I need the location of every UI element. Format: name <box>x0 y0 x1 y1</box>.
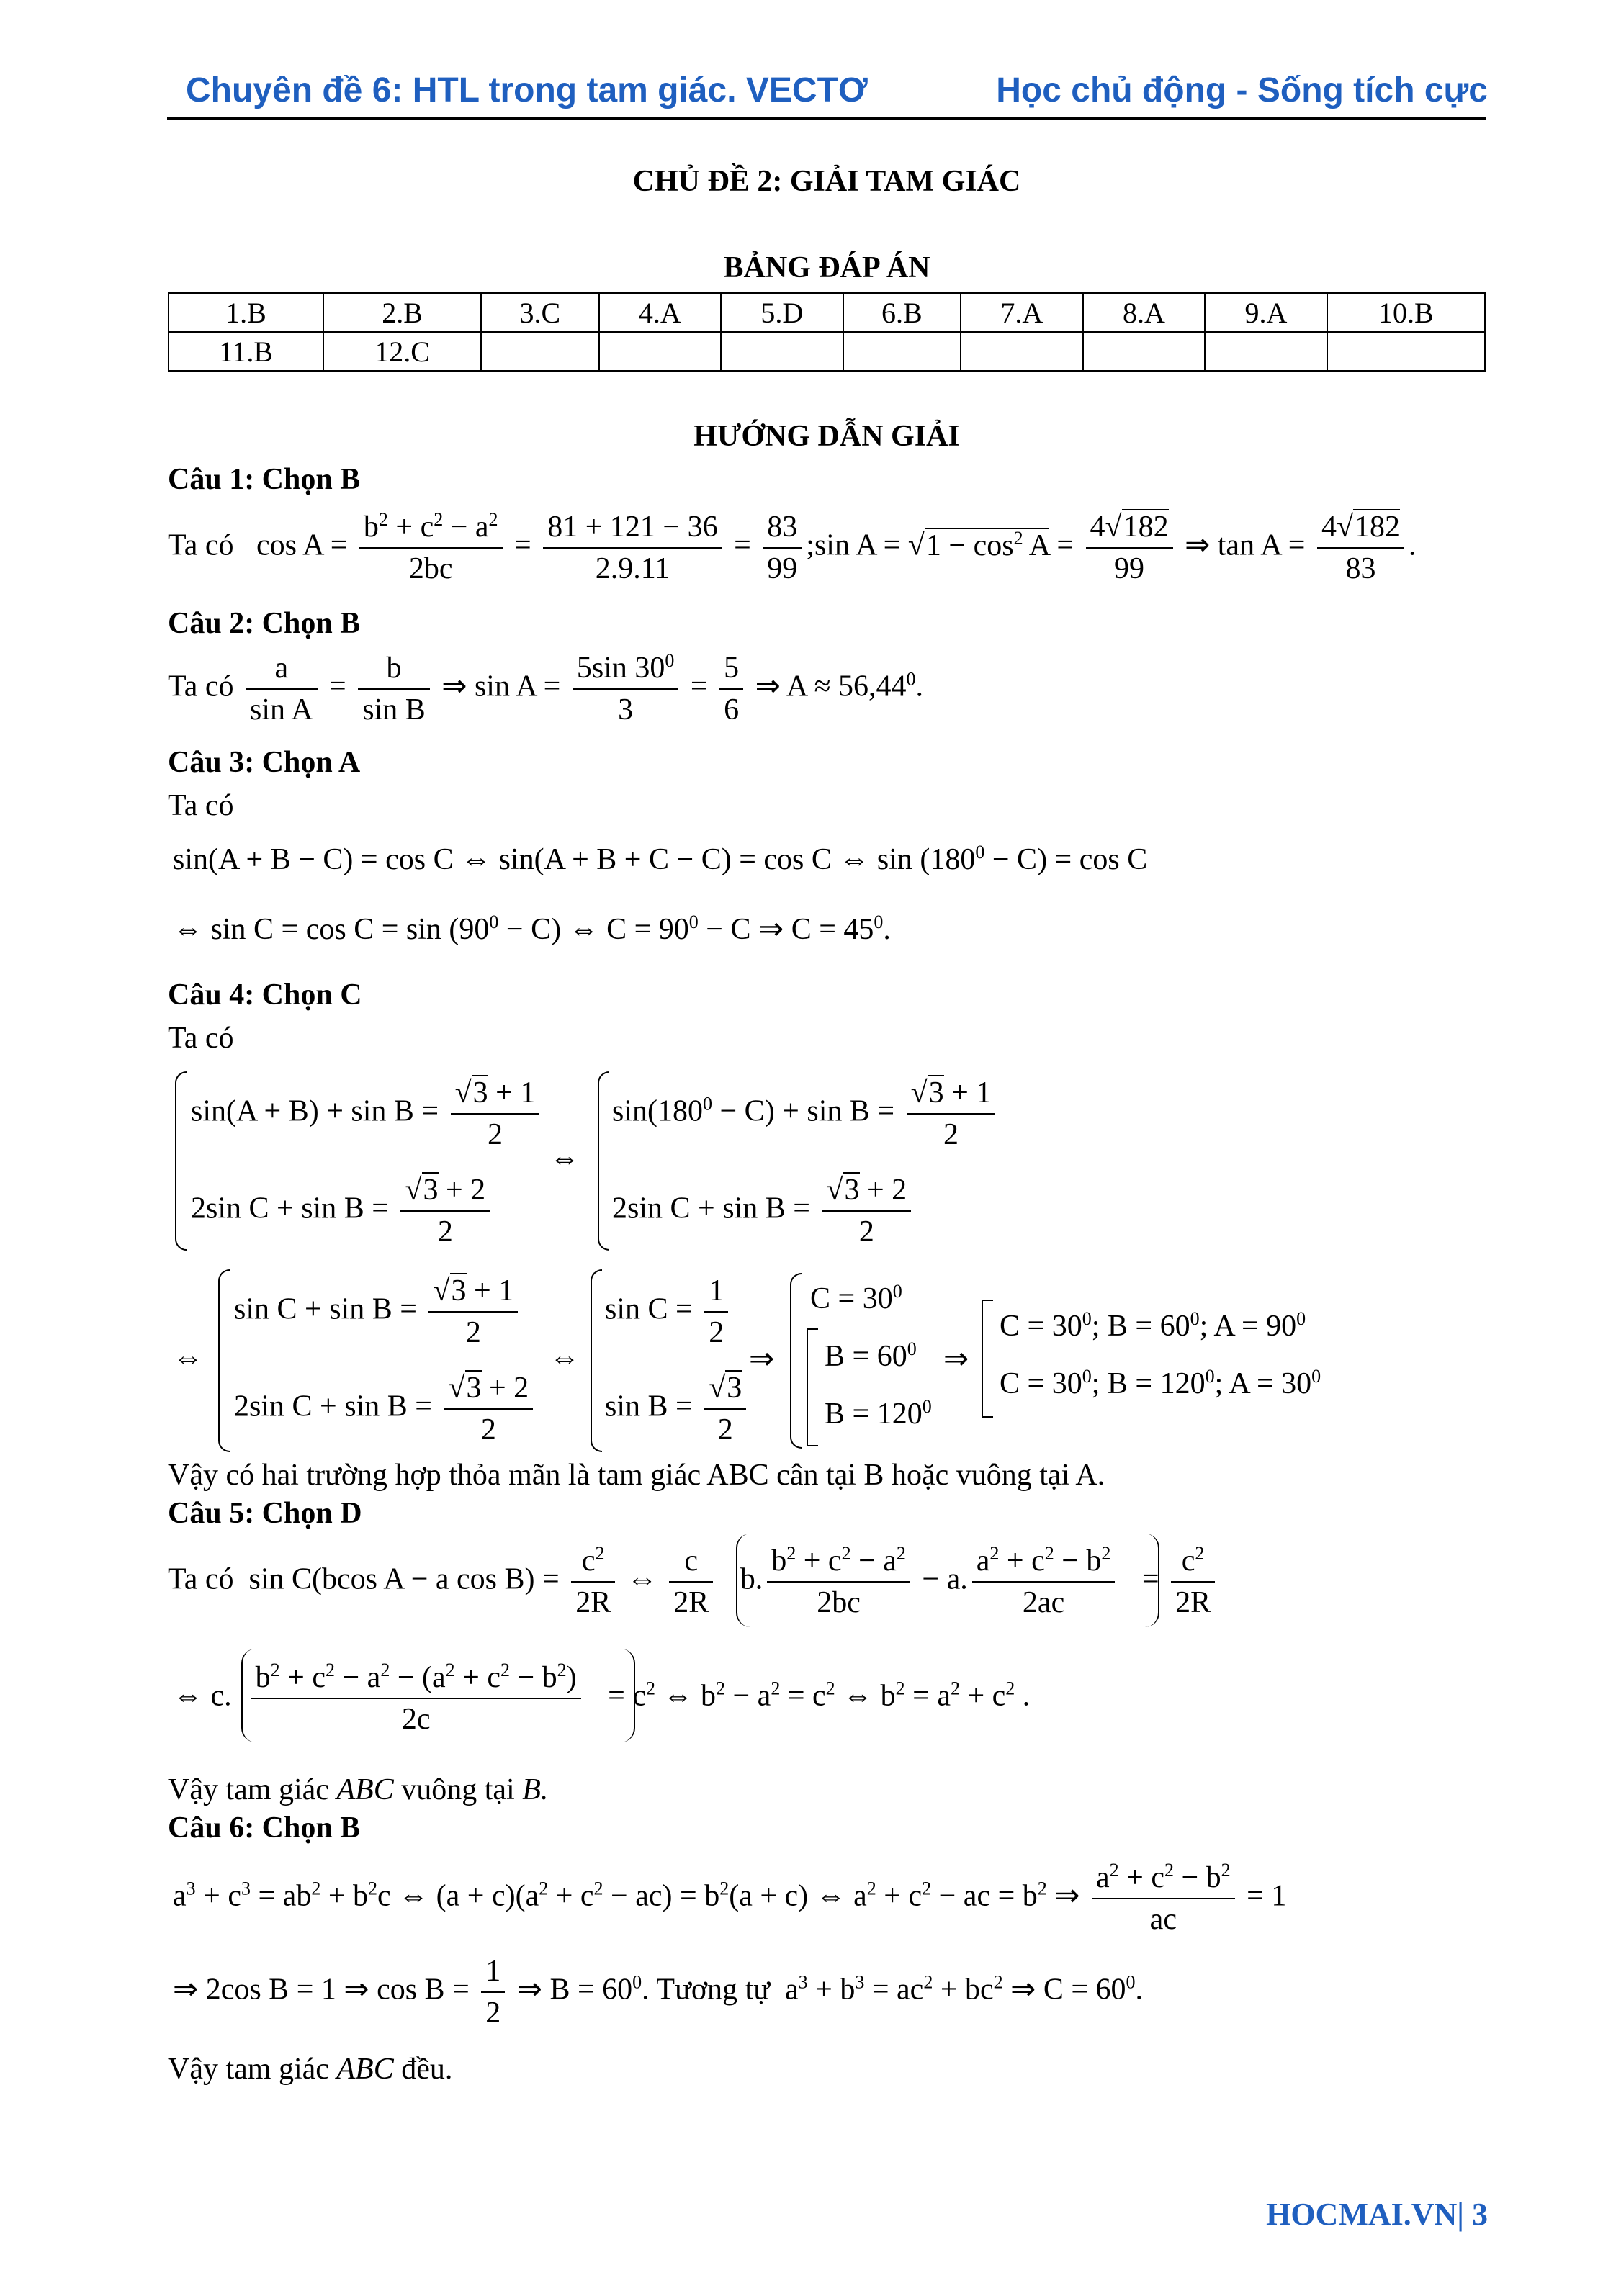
q5-paren-right-2 <box>621 1649 635 1742</box>
answer-cell <box>1205 332 1327 371</box>
implies-symbol: ⇒ <box>749 1343 775 1376</box>
equiv-symbol: ⇔ <box>173 1341 203 1374</box>
solution-title: HƯỚNG DẪN GIẢI <box>693 420 960 453</box>
answer-cell: 8.A <box>1083 293 1206 332</box>
q4-sys4-eq2: sin B = $\frac{√3}{2}$ <box>605 1368 750 1450</box>
q4-system-5-brace <box>790 1273 802 1449</box>
q5-conclusion-b: B. <box>522 1773 549 1806</box>
q6-conclusion <box>168 2052 452 2086</box>
answer-cell: 1.B <box>169 293 323 332</box>
question-6-heading: Câu 6: Chọn B <box>168 1811 361 1845</box>
q6-line-1: $a^3 + c^3 = ab^2 + b^2c$ ⇔ $(a + c)(a^2 + c^2 - ac) = b^2(a + c)$ ⇔ $a^2 + c^2$ − ac = $b^2$ ⇒ $\frac{a^2 + c^2 - b^2}{ac}$ = 1 <box>173 1858 1286 1940</box>
q6-conclusion-text: đều. <box>401 2053 453 2086</box>
q5-conclusion <box>168 1773 548 1807</box>
answer-cell <box>961 332 1083 371</box>
ta-co-label: Ta có <box>168 528 234 562</box>
question-4-heading: Câu 4: Chọn C <box>168 978 362 1012</box>
q4-system-1-brace <box>175 1071 187 1251</box>
question-2-heading: Câu 2: Chọn B <box>168 607 361 640</box>
answer-cell <box>721 332 843 371</box>
answer-row <box>169 293 1485 332</box>
q5-conclusion-abc: ABC <box>336 1773 394 1806</box>
q4-or-bracket <box>807 1328 818 1446</box>
answer-cell: 6.B <box>843 293 961 332</box>
implies-symbol: ⇒ <box>943 1343 969 1376</box>
q4-ta-co: Ta có <box>168 1022 234 1055</box>
answer-cell: 7.A <box>961 293 1083 332</box>
answer-cell: 4.A <box>599 293 722 332</box>
header-rule <box>167 117 1486 120</box>
question-3-heading: Câu 3: Chọn A <box>168 746 361 779</box>
q3-line-1: sin(A + B − C) = cos C ⇔ sin(A + B + C − C) = cos C ⇔ $\sin (180^0 - C) = \cos C$ <box>173 842 1148 876</box>
answer-cell: 10.B <box>1327 293 1485 332</box>
header-right-slogan: Học chủ động - Sống tích cực <box>996 71 1488 109</box>
q4-sys1-eq2: 2sin C + sin B = $\frac{√3 + 2}{2}$ <box>191 1170 494 1252</box>
q4-system-3-brace <box>218 1269 230 1452</box>
q5-line-2: ⇔ c. $\frac{b^2 + c^2 - a^2 - (a^2 + c^2 - b^2)}{2c}$ = $c^2$ ⇔ $b^2 - a^2 = c^2$ ⇔ $b^2 = a^2 + c^2$ . <box>173 1657 1030 1739</box>
q4-sys5-eq3: $B = 120^0$ <box>825 1396 932 1431</box>
answer-table <box>168 292 1486 372</box>
answer-cell <box>599 332 722 371</box>
q4-sys5-eq2: $B = 60^0$ <box>825 1338 917 1373</box>
q4-sys1-eq1: sin(A + B) + sin B = $\frac{√3 + 1}{2}$ <box>191 1073 544 1155</box>
q1-equation: Ta có cos A = $\frac{b^2 + c^2 - a^2}{2bc}$ = $\frac{81 + 121 - 36}{2.9.11}$ = $\frac{83}{99}$ ;sin $A = √1 - \cos^2 A$ = $\frac{4√182}{99}$ ⇒ tan A = $\frac{4√182}{83}$ . <box>168 507 1417 589</box>
answer-cell: 12.C <box>323 332 481 371</box>
q4-system-2-brace <box>598 1071 609 1251</box>
answer-cell: 11.B <box>169 332 323 371</box>
equiv-symbol: ⇔ <box>549 1142 580 1175</box>
answer-table-title: BẢNG ĐÁP ÁN <box>723 251 930 284</box>
equiv-symbol: ⇔ <box>549 1341 580 1374</box>
q6-tuong-tu: . Tương tự <box>642 1973 770 2007</box>
question-5-heading: Câu 5: Chọn D <box>168 1497 362 1530</box>
q4-sys4-eq1: sin C = $\frac{1}{2}$ <box>605 1271 732 1353</box>
page-title: CHỦ ĐỀ 2: GIẢI TAM GIÁC <box>632 165 1021 198</box>
q3-ta-co: Ta có <box>168 789 234 822</box>
answer-cell: 2.B <box>323 293 481 332</box>
question-1-heading: Câu 1: Chọn B <box>168 463 361 496</box>
q4-sys2-eq1: $\sin(180^0 - C) + \sin B$ = $\frac{√3 + 1}{2}$ <box>612 1073 1000 1155</box>
answer-cell <box>1083 332 1206 371</box>
q6-line-2: ⇒ 2cos B = 1 ⇒ cos B = $\frac{1}{2}$ ⇒ $B = 60^0$. Tương tự $a^3 + b^3 = ac^2 + bc^2$ ⇒ $C = 60^0$. <box>173 1951 1143 2033</box>
answer-cell <box>843 332 961 371</box>
q5-conclusion-text: vuông tại <box>401 1773 515 1806</box>
answer-cell <box>1327 332 1485 371</box>
q5-paren-left-2 <box>241 1649 256 1742</box>
q3-line-2: ⇔ $\sin C = \cos C = \sin (90^0 - C)$ ⇔ $C = 90^0 - C$ ⇒ $C = 45^0$. <box>173 911 891 946</box>
q4-conclusion: Vậy có hai trường hợp thỏa mãn là tam giác ABC cân tại B hoặc vuông tại A. <box>168 1459 1105 1492</box>
answer-cell: 5.D <box>721 293 843 332</box>
q4-sys3-eq2: 2sin C + sin B = $\frac{√3 + 2}{2}$ <box>234 1368 537 1450</box>
q4-system-4-brace <box>591 1269 602 1452</box>
q4-result-2: $C = 30^0$; $B = 120^0$; $A = 30^0$ <box>1000 1366 1321 1400</box>
answer-row <box>169 332 1485 371</box>
q6-conclusion-abc: ABC <box>336 2053 394 2086</box>
ta-co-label: Ta có <box>168 1562 234 1596</box>
q4-sys5-eq1: $C = 30^0$ <box>810 1281 902 1315</box>
q5-line-1: Ta có sin C(bcos A − a cos B) = $\frac{c^2}{2R}$ ⇔ $\frac{c}{2R}$ b. $\frac{b^2 + c^2 - a^2}{2bc}$ − a. $\frac{a^2 + c^2 - b^2}{2ac}$ = $\frac{c^2}{2R}$ <box>168 1541 1219 1623</box>
q4-result-1: $C = 30^0$; $B = 60^0$; $A = 90^0$ <box>1000 1308 1306 1343</box>
q4-sys2-eq2: 2sin C + sin B = $\frac{√3 + 2}{2}$ <box>612 1170 915 1252</box>
ta-co-label: Ta có <box>168 670 234 703</box>
q4-result-bracket <box>982 1300 993 1418</box>
answer-cell <box>481 332 598 371</box>
q5-conclusion-text: Vậy tam giác <box>168 1773 329 1806</box>
header-left-title: Chuyên đề 6: HTL trong tam giác. VECTƠ <box>186 71 868 109</box>
q6-conclusion-text: Vậy tam giác <box>168 2053 329 2086</box>
q4-sys3-eq1: sin C + sin B = $\frac{√3 + 1}{2}$ <box>234 1271 522 1353</box>
q5-paren-right <box>1145 1534 1159 1627</box>
q5-paren-left <box>736 1534 750 1627</box>
answer-cell: 3.C <box>481 293 598 332</box>
q2-equation: Ta có $\frac{a}{\text{sin A}}$ = $\frac{b}{\text{sin B}}$ ⇒ sin A = $\frac{5\sin 30^0}{3}$ = $\frac{5}{6}$ ⇒ $A \approx 56,44^0$. <box>168 648 923 730</box>
answer-cell: 9.A <box>1205 293 1327 332</box>
footer-page-label: HOCMAI.VN| 3 <box>1266 2197 1488 2232</box>
